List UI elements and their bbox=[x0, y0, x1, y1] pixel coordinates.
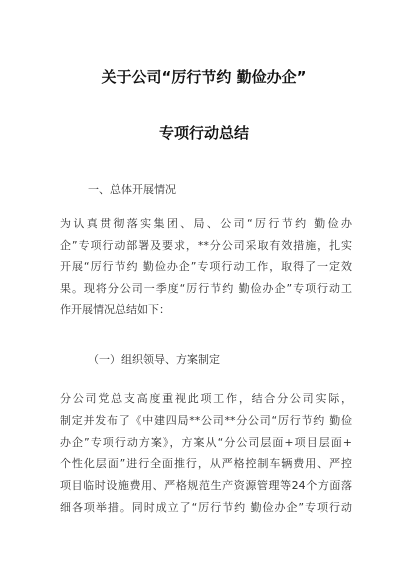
subsection-heading: （一）组织领导、方案制定 bbox=[88, 353, 220, 366]
paragraph-line: 作开展情况总结如下： bbox=[60, 303, 170, 316]
paragraph-line: 分公司党总支高度重视此项工作，结合分公司实际， bbox=[60, 392, 352, 405]
paragraph-line: 开展“厉行节约 勤俭办企”专项行动工作，取得了一定效 bbox=[60, 260, 352, 273]
paragraph-line: 细各项举措。同时成立了“厉行节约 勤俭办企”专项行动 bbox=[60, 500, 352, 514]
paragraph-organization bbox=[60, 388, 352, 519]
paragraph-line: 果。现将分公司一季度“厉行节约 勤俭办企”专项行动工 bbox=[60, 281, 352, 295]
paragraph-line: 企”专项行动部署及要求，**分公司采取有效措施，扎实 bbox=[60, 238, 352, 252]
section-heading: 一、总体开展情况 bbox=[88, 183, 176, 196]
paragraph-line: 制定并发布了《中建四局**公司**分公司“厉行节约 勤俭 bbox=[60, 413, 352, 427]
paragraph-line: 项目临时设施费用、严格规范生产资源管理等24个方面落 bbox=[60, 479, 352, 493]
paragraph-line: 办企”专项行动方案》，方案从“分公司层面+项目层面+ bbox=[60, 435, 352, 449]
document-subtitle: 专项行动总结 bbox=[158, 124, 249, 142]
paragraph-overview bbox=[60, 213, 352, 321]
paragraph-line: 为认真贯彻落实集团、局、公司“厉行节约 勤俭办 bbox=[60, 217, 352, 230]
paragraph-line: 个性化层面”进行全面推行，从严格控制车辆费用、严控 bbox=[60, 457, 352, 471]
document-title: 关于公司“厉行节约 勤俭办企” bbox=[101, 68, 307, 86]
